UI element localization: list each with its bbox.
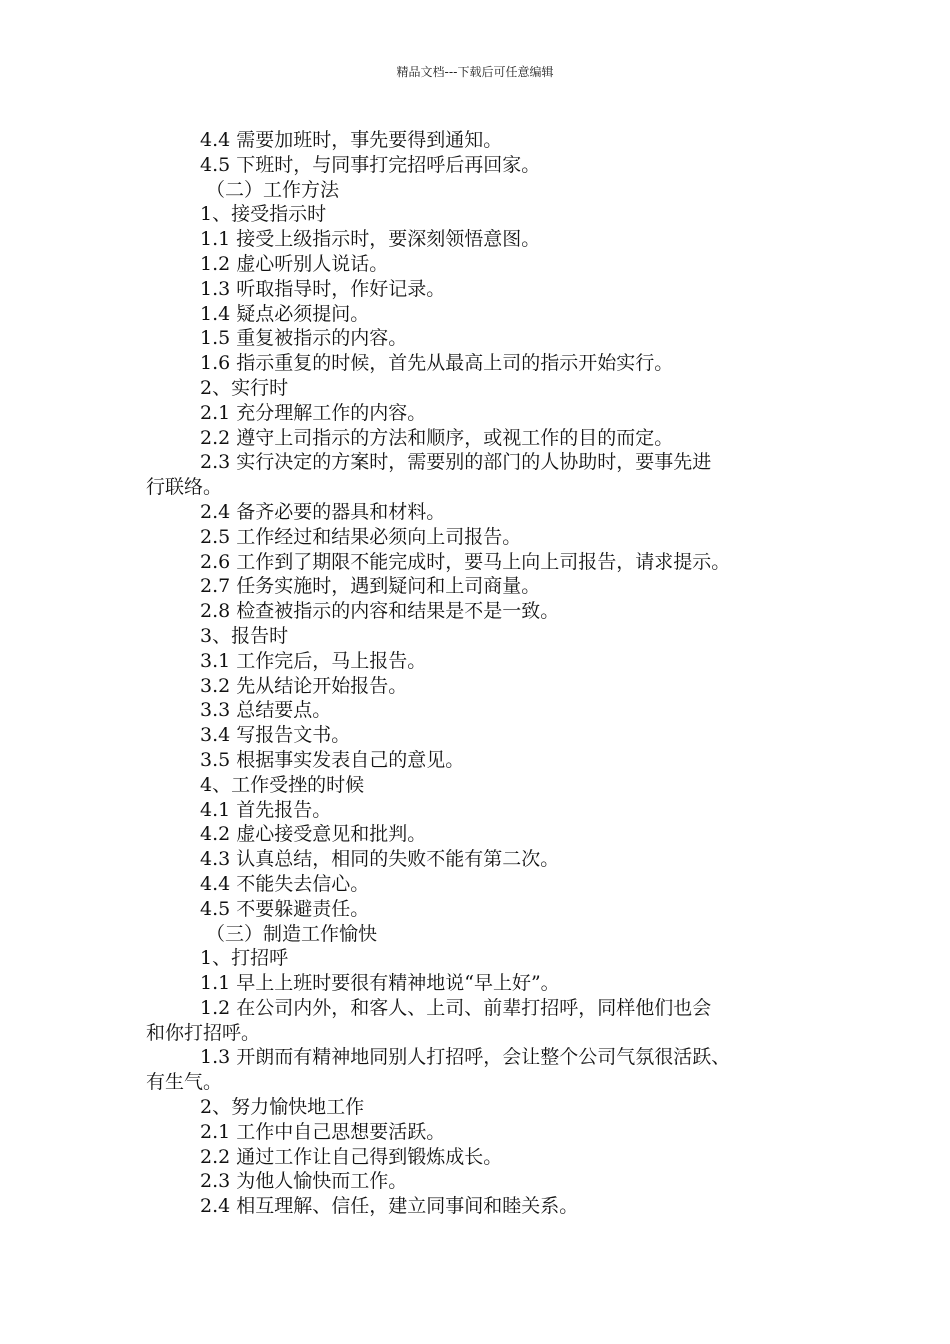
text-line: 2.7 任务实施时，遇到疑问和上司商量。 bbox=[200, 575, 541, 598]
text-line: 3.5 根据事实发表自己的意见。 bbox=[200, 748, 465, 771]
subsection-heading: 4、工作受挫的时候 bbox=[200, 773, 365, 796]
text-line-continuation: 和你打招呼。 bbox=[146, 1021, 261, 1044]
subsection-heading: 3、报告时 bbox=[200, 624, 289, 647]
text-line: 1.2 在公司内外，和客人、上司、前辈打招呼，同样他们也会 bbox=[200, 996, 712, 1019]
text-line: 4.2 虚心接受意见和批判。 bbox=[200, 823, 427, 846]
text-line: 3.4 写报告文书。 bbox=[200, 724, 351, 747]
text-line: 4.4 不能失去信心。 bbox=[200, 872, 370, 895]
section-heading: （二）工作方法 bbox=[206, 178, 340, 201]
text-line: 2.2 通过工作让自己得到锻炼成长。 bbox=[200, 1145, 503, 1168]
text-line: 1.6 指示重复的时候，首先从最高上司的指示开始实行。 bbox=[200, 352, 674, 375]
text-line: 4.5 不要躲避责任。 bbox=[200, 897, 370, 920]
subsection-heading: 1、打招呼 bbox=[200, 947, 289, 970]
text-line: 3.2 先从结论开始报告。 bbox=[200, 674, 408, 697]
text-line: 2.4 相互理解、信任，建立同事间和睦关系。 bbox=[200, 1195, 579, 1218]
text-line: 1.3 听取指导时，作好记录。 bbox=[200, 277, 446, 300]
text-line: 1.2 虚心听别人说话。 bbox=[200, 252, 389, 275]
text-line-continuation: 行联络。 bbox=[146, 476, 223, 499]
text-line: 4.4 需要加班时，事先要得到通知。 bbox=[200, 129, 503, 151]
text-line: 2.8 检查被指示的内容和结果是不是一致。 bbox=[200, 600, 560, 623]
page-header: 精品文档---下载后可任意编辑 bbox=[396, 65, 554, 79]
text-line: 2.2 遵守上司指示的方法和顺序，或视工作的目的而定。 bbox=[200, 426, 674, 449]
text-line: 4.3 认真总结，相同的失败不能有第二次。 bbox=[200, 848, 560, 871]
text-line: 1.5 重复被指示的内容。 bbox=[200, 327, 408, 350]
text-line: 2.6 工作到了期限不能完成时，要马上向上司报告，请求提示。 bbox=[200, 550, 731, 573]
subsection-heading: 1、接受指示时 bbox=[200, 203, 327, 226]
text-line: 4.5 下班时，与同事打完招呼后再回家。 bbox=[200, 153, 541, 176]
text-line: 2.1 充分理解工作的内容。 bbox=[200, 401, 427, 424]
text-line: 2.3 实行决定的方案时，需要别的部门的人协助时，要事先进 bbox=[200, 451, 712, 474]
text-line: 1.3 开朗而有精神地同别人打招呼，会让整个公司气氛很活跃、 bbox=[200, 1046, 731, 1069]
text-line: 2.1 工作中自己思想要活跃。 bbox=[200, 1120, 446, 1143]
text-line: 3.3 总结要点。 bbox=[200, 699, 332, 722]
text-line-continuation: 有生气。 bbox=[146, 1071, 223, 1094]
text-line: 3.1 工作完后，马上报告。 bbox=[200, 649, 427, 672]
text-line: 2.3 为他人愉快而工作。 bbox=[200, 1170, 408, 1193]
text-line: 2.4 备齐必要的器具和材料。 bbox=[200, 500, 446, 523]
subsection-heading: 2、实行时 bbox=[200, 376, 289, 399]
text-line: 1.1 早上上班时要很有精神地说“早上好”。 bbox=[200, 972, 560, 995]
text-line: 1.1 接受上级指示时，要深刻领悟意图。 bbox=[200, 228, 541, 251]
text-line: 1.4 疑点必须提问。 bbox=[200, 302, 370, 325]
document-body bbox=[146, 128, 826, 1219]
text-line: 2.5 工作经过和结果必须向上司报告。 bbox=[200, 525, 522, 548]
section-heading: （三）制造工作愉快 bbox=[206, 922, 378, 945]
text-line: 4.1 首先报告。 bbox=[200, 798, 332, 821]
subsection-heading: 2、努力愉快地工作 bbox=[200, 1096, 365, 1119]
